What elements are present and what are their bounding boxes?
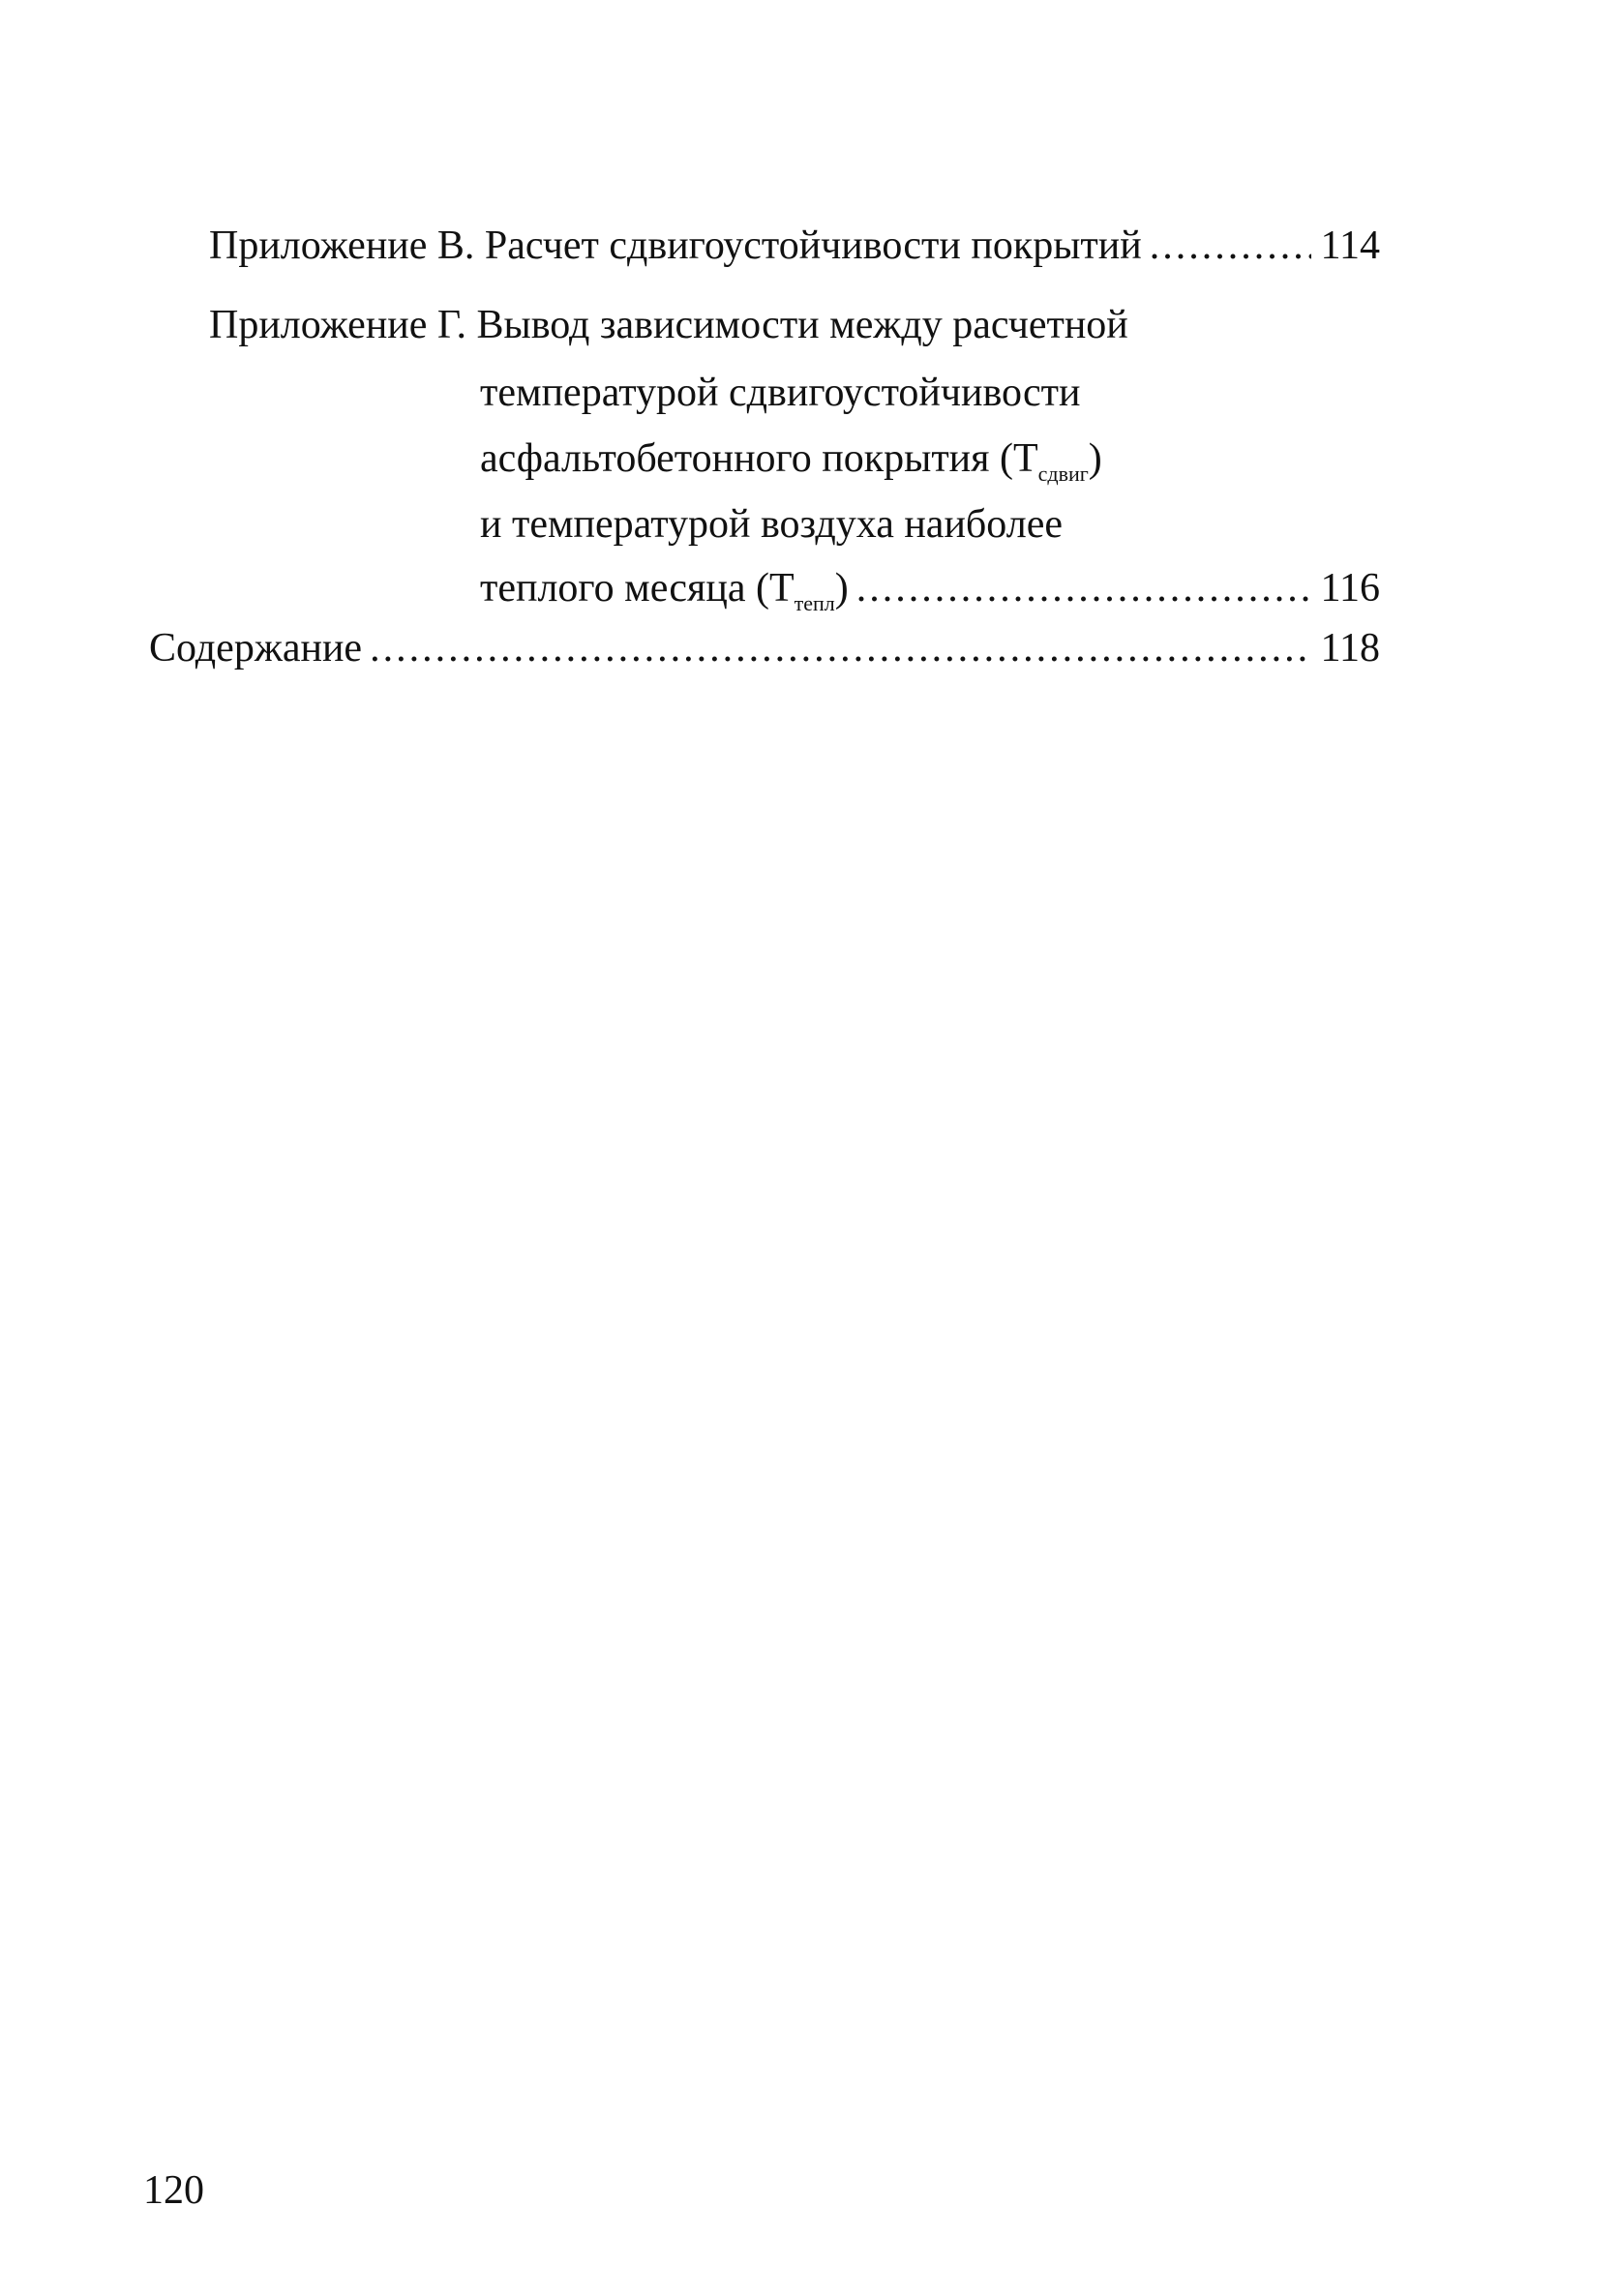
page-number: 120 [143,2168,204,2213]
dot-leader [856,563,1311,613]
toc-entry-title: Приложение Г. Вывод зависимости между расчетной [209,303,1128,347]
toc-entry-appendix-g-line-2 [480,368,1081,418]
dot-leader [370,623,1310,673]
toc-entry-title: Содержание [149,626,363,671]
closing-parenthesis: ) [834,566,849,611]
toc-entry-title: Приложение В. Расчет сдвигоустойчивости покрытий [209,224,1142,268]
toc-entry-title: и температурой воздуха наиболее [480,502,1063,547]
subscript: сдвиг [1037,462,1089,486]
toc-entry-contents [149,623,1380,673]
toc-entry-title: асфальтобетонного покрытия (Т [480,436,1038,481]
toc-entry-appendix-g-line-5 [480,563,1380,629]
toc-entry-appendix-g-line-1 [209,300,1128,350]
subscript: тепл [794,591,835,615]
toc-entry-appendix-v [209,221,1380,271]
toc-entry-title-text: теплого месяца (Т [480,566,795,611]
toc-entry-appendix-g-line-3 [480,433,1102,499]
toc-entry-title [480,563,849,629]
toc-entry-title: температурой сдвигоустойчивости [480,371,1081,415]
toc-entry-page: 116 [1320,566,1380,611]
toc-entry-appendix-g-line-4 [480,499,1063,550]
closing-parenthesis: ) [1088,436,1102,481]
toc-entry-page: 114 [1320,224,1380,268]
toc-entry-page: 118 [1320,626,1380,671]
dot-leader [1150,221,1311,271]
